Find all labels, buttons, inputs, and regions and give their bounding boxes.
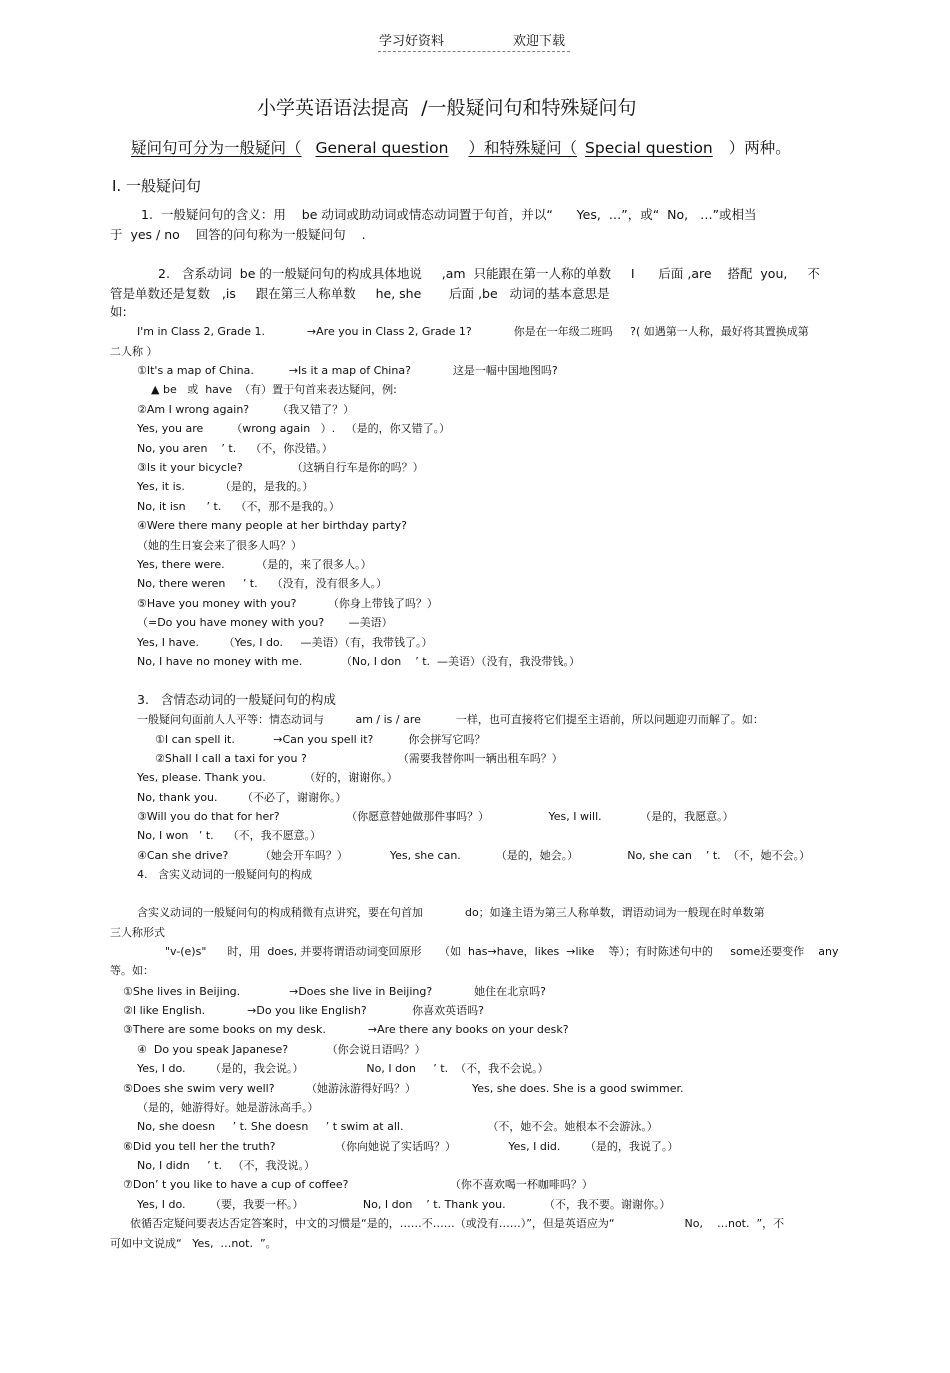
example-line: No, it isn ’ t. （不，那不是我的。） xyxy=(137,500,340,513)
example-line: ③There are some books on my desk. →Are there any books on your desk? xyxy=(123,1023,569,1036)
example-line: ①She lives in Beijing. →Does she live in Beijing? 她住在北京吗? xyxy=(123,985,546,998)
example-line: Yes, I do. （是的，我会说。） No, I don ’ t. （不，我不会说。） xyxy=(137,1062,549,1075)
subsection-heading: 3. 含情态动词的一般疑问句的构成 xyxy=(137,692,336,707)
paragraph-line: 于 yes / no 回答的问句称为一般疑问句 . xyxy=(110,227,366,242)
subsection-heading: 4. 含实义动词的一般疑问句的构成 xyxy=(137,868,312,881)
example-line: 二人称 ） xyxy=(110,345,158,358)
example-line: "v-(e)s" 时，用 does, 并要将谓语动词变回原形 （如 has→have，likes →like 等）；有时陈述句中的 some还要变作 any xyxy=(165,945,839,958)
example-line: No, I didn ’ t. （不，我没说。） xyxy=(137,1159,315,1172)
example-line: ⑦Don’ t you like to have a cup of coffee? （你不喜欢喝一杯咖啡吗？） xyxy=(123,1178,593,1191)
example-line: ⑤Have you money with you? （你身上带钱了吗？） xyxy=(137,597,438,610)
example-line: 含实义动词的一般疑问句的构成稍微有点讲究，要在句首加 do；如逢主语为第三人称单数，谓语动词为一般现在时单数第 xyxy=(137,906,765,919)
example-line: ⑤Does she swim very well? （她游泳游得好吗？） Yes, she does. She is a good swimmer. xyxy=(123,1082,684,1095)
intro-special-question: Special question xyxy=(585,139,713,157)
example-line: 可如中文说成“ Yes, …not. ”。 xyxy=(110,1237,277,1250)
example-line: 等。如： xyxy=(110,964,154,977)
example-line: 一般疑问句面前人人平等：情态动词与 am / is / are 一样，也可直接将它们提至主语前，所以问题迎刃而解了。如： xyxy=(137,713,764,726)
example-line: No, I have no money with me. （No, I don ’ t. —美语）（没有，我没带钱。） xyxy=(137,655,581,668)
document-title: 小学英语语法提高 /一般疑问句和特殊疑问句 xyxy=(257,97,637,119)
example-line: Yes, I do. （要，我要一杯。） No, I don ’ t. Thank you. （不，我不要。谢谢你。） xyxy=(137,1198,671,1211)
example-line: 依循否定疑问要表达否定答案时，中文的习惯是“是的，……不……（或没有……）”，但是英语应为“ No, …not. ”，不 xyxy=(130,1217,785,1230)
example-line: ④Were there many people at her birthday party? xyxy=(137,519,408,532)
example-line: Yes, please. Thank you. （好的，谢谢你。） xyxy=(137,771,398,784)
example-line: Yes, I have. （Yes, I do. —美语）（有，我带钱了。） xyxy=(137,636,433,649)
example-line: （她的生日宴会来了很多人吗？） xyxy=(137,539,302,552)
example-line: ①It's a map of China. →Is it a map of China? 这是一幅中国地图吗? xyxy=(137,364,558,377)
section-heading: Ⅰ. 一般疑问句 xyxy=(112,177,201,195)
example-line: No, I won ’ t. （不，我不愿意。） xyxy=(137,829,322,842)
example-line: ③Is it your bicycle? （这辆自行车是你的吗？） xyxy=(137,461,424,474)
example-line: ④ Do you speak Japanese? （你会说日语吗？） xyxy=(137,1043,426,1056)
paragraph-line: 如: xyxy=(110,304,127,319)
intro-part-e: ）两种。 xyxy=(728,139,791,157)
intro-general-question: General question xyxy=(315,139,449,157)
example-line: I'm in Class 2, Grade 1. →Are you in Class 2, Grade 1? 你是在一年级二班吗 ?( 如遇第一人称，最好将其置换成第 xyxy=(137,325,809,338)
paragraph-line: 2. 含系动词 be 的一般疑问句的构成具体地说 ,am 只能跟在第一人称的单数 I 后面 ,are 搭配 you, 不 xyxy=(158,266,820,281)
header-right-text: 欢迎下载 xyxy=(513,34,566,49)
example-line: ③Will you do that for her? （你愿意替她做那件事吗？） Yes, I will. （是的，我愿意。） xyxy=(137,810,734,823)
intro-part-a: 疑问句可分为一般疑问（ xyxy=(131,139,302,157)
example-line: 三人称形式 xyxy=(110,926,165,939)
header-left-text: 学习好资料 xyxy=(379,34,445,49)
example-line: ▲ be 或 have （有）置于句首来表达疑问，例: xyxy=(151,383,397,396)
intro-part-c: ）和特殊疑问（ xyxy=(468,139,578,157)
paragraph-line: 管是单数还是复数 ,is 跟在第三人称单数 he, she 后面 ,be 动词的基本意思是 xyxy=(110,286,610,301)
example-line: No, there weren ’ t. （没有，没有很多人。） xyxy=(137,577,388,590)
example-line: Yes, there were. （是的，来了很多人。） xyxy=(137,558,372,571)
example-line: （=Do you have money with you? —美语） xyxy=(137,616,393,629)
example-line: Yes, you are （wrong again ）. （是的，你又错了。） xyxy=(137,422,451,435)
paragraph-line: 1. 一般疑问句的含义：用 be 动词或助动词或情态动词置于句首，并以“ Yes, …”，或“ No, …”或相当 xyxy=(141,207,757,222)
example-line: ④Can she drive? （她会开车吗？） Yes, she can. （是的，她会。） No, she can ’ t. （不，她不会。） xyxy=(137,849,811,862)
example-line: No, she doesn ’ t. She doesn ’ t swim at all. （不，她不会。她根本不会游泳。） xyxy=(137,1120,658,1133)
example-line: ①I can spell it. →Can you spell it? 你会拼写它吗？ xyxy=(155,733,486,746)
example-line: ②Shall I call a taxi for you ? （需要我替你叫一辆出租车吗？） xyxy=(155,752,563,765)
example-line: Yes, it is. （是的，是我的。） xyxy=(137,480,314,493)
example-line: No, you aren ’ t. （不，你没错。） xyxy=(137,442,333,455)
example-line: ⑥Did you tell her the truth? （你向她说了实话吗？） Yes, I did. （是的，我说了。） xyxy=(123,1140,679,1153)
example-line: ②Am I wrong again? （我又错了？） xyxy=(137,403,355,416)
example-line: ②I like English. →Do you like English? 你喜欢英语吗? xyxy=(123,1004,484,1017)
intro-line xyxy=(131,141,791,157)
example-line: （是的，她游得好。她是游泳高手。） xyxy=(137,1101,319,1114)
example-line: No, thank you. （不必了，谢谢你。） xyxy=(137,791,347,804)
